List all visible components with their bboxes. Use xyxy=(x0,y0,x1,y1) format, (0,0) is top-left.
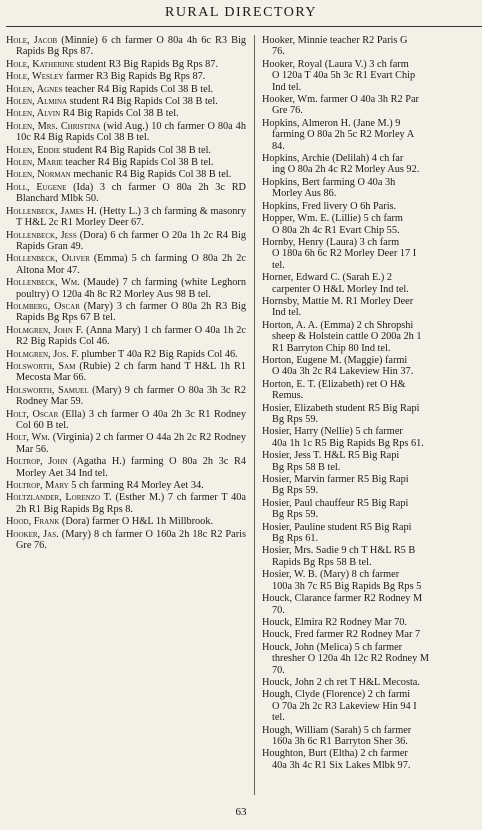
entry-name: Hollenbeck, Oliver xyxy=(6,253,90,265)
directory-entry xyxy=(6,169,246,180)
directory-entry-continuation: 84. xyxy=(272,140,285,152)
directory-entry xyxy=(6,361,246,384)
entry-details: (Mary) 3 ch farmer O 80a 2h R3 Big Rapids Bg Rps 67 B tel. xyxy=(16,300,246,324)
directory-entry xyxy=(6,59,246,70)
directory-entry-continuation: Morley Aus 86. xyxy=(272,188,337,200)
directory-entry-continuation: O 180a 6h 6c R2 Morley Deer 17 I xyxy=(272,248,417,260)
entry-details: (Mary) 9 ch farmer O 80a 3h 3c R2 Rodney Mar 59. xyxy=(16,384,246,408)
directory-entry: Houck, Clarance farmer R2 Rodney M xyxy=(262,593,423,605)
directory-entry xyxy=(6,253,246,276)
directory-entry xyxy=(6,277,246,300)
entry-details: student R3 Big Rapids Bg Rps 87. xyxy=(73,58,219,70)
directory-entry xyxy=(6,432,246,455)
directory-entry-continuation: Gre 76. xyxy=(272,105,303,117)
directory-entry xyxy=(6,145,246,156)
directory-entry-continuation: O 40a 3h 2c R4 Lakeview Hin 37. xyxy=(272,366,414,378)
entry-details: 5 ch farming R4 Morley Aet 34. xyxy=(68,480,204,492)
directory-entry: Houck, John 2 ch ret T H&L Mecosta. xyxy=(262,676,420,688)
directory-entry-continuation: Bg Rps 59. xyxy=(272,485,319,497)
right-column xyxy=(262,35,482,795)
page-title: RURAL DIRECTORY xyxy=(164,5,317,20)
directory-entry-continuation: O 80a 2h 4c R1 Evart Chip 55. xyxy=(272,224,400,236)
directory-entry xyxy=(6,71,246,82)
entry-name: Holsworth, Samuel xyxy=(6,384,89,396)
entry-details: plumber T 40a R2 Big Rapids Col 46. xyxy=(78,348,238,360)
directory-entry: Horner, Edward C. (Sarah E.) 2 xyxy=(262,272,392,284)
entry-details: (Hetty L.) 3 ch farming & masonry T H&L 2c R1 Morley Deer 67. xyxy=(16,205,246,229)
directory-entry: Hosier, Pauline student R5 Big Rapi xyxy=(262,521,412,533)
directory-entry: Hosier, Paul chauffeur R5 Big Rapi xyxy=(262,497,409,509)
entry-details: R4 Big Rapids Col 38 B tel. xyxy=(60,108,179,120)
directory-entry-continuation: 76. xyxy=(272,46,285,58)
entry-name: Hollenbeck, James H. xyxy=(6,205,97,217)
entry-details: (Emma) 5 ch farming O 80a 2h 2c Altona Mor 47. xyxy=(16,253,246,276)
entry-name: Hollenbeck, Wm. xyxy=(6,277,80,289)
directory-entry-continuation: tel. xyxy=(272,259,285,271)
directory-entry: Horton, E. T. (Elizabeth) ret O H& xyxy=(262,378,406,390)
entry-name: Holt, Wm. xyxy=(6,432,51,444)
entry-name: Holl, Eugene xyxy=(6,181,67,193)
entry-details: (Agatha H.) farming O 80a 2h 3c R4 Morley Aet 34 Ind tel. xyxy=(16,456,246,479)
entry-name: Hole, Jacob xyxy=(6,35,58,46)
entry-name: Holtrop, Mary xyxy=(6,480,69,492)
directory-entry xyxy=(6,349,246,360)
directory-entry: Houck, Elmira R2 Rodney Mar 70. xyxy=(262,616,407,628)
directory-entry-continuation: 40a 1h 1c R5 Big Rapids Bg Rps 61. xyxy=(272,437,424,449)
entry-name: Holen, Norman xyxy=(6,169,71,181)
directory-entry xyxy=(6,182,246,205)
directory-entry: Hosier, W. B. (Mary) 8 ch farmer xyxy=(262,569,400,581)
directory-entry-continuation: farming O 80a 2h 5c R2 Morley A xyxy=(272,129,415,141)
entry-name: Hooker, Jas. xyxy=(6,528,59,540)
entry-name: Holen, Eddie xyxy=(6,144,61,156)
directory-entry-continuation: 40a 3h 4c R1 Six Lakes Mlbk 97. xyxy=(272,759,411,771)
directory-entry-continuation: Rapids Bg Rps 58 B tel. xyxy=(272,556,372,568)
entry-details: student R4 Big Rapids Col 38 B tel. xyxy=(67,96,218,108)
directory-entry xyxy=(6,409,246,432)
directory-entry xyxy=(6,325,246,348)
directory-entry-continuation: 160a 3h 6c R1 Barryton Sher 36. xyxy=(272,735,408,747)
entry-details: (Ella) 3 ch farmer O 40a 2h 3c R1 Rodney Col 60 B tel. xyxy=(16,408,246,431)
entry-details: (Minnie) 6 ch farmer O 80a 4h 6c R3 Big Rapids Bg Rps 87. xyxy=(16,35,246,58)
page-number: 63 xyxy=(235,806,247,818)
entry-name: Holmgren, Jos. F. xyxy=(6,348,79,360)
directory-entry-continuation: Bg Rps 59. xyxy=(272,414,319,425)
directory-entry-continuation: Ind tel. xyxy=(272,81,302,93)
entry-details: (Mary) 8 ch farmer O 160a 2h 18c R2 Paris Gre 76. xyxy=(16,528,246,552)
entry-details: teacher R4 Big Rapids Col 38 B tel. xyxy=(62,157,214,169)
directory-entry: Hosier, Jess T. H&L R5 Big Rapi xyxy=(262,450,400,462)
directory-entry: Hooker, Minnie teacher R2 Paris G xyxy=(262,35,408,46)
directory-entry xyxy=(6,108,246,119)
directory-entry: Hough, Clyde (Florence) 2 ch farmi xyxy=(262,689,411,701)
directory-entry-continuation: O 70a 2h 2c R3 Lakeview Hin 94 I xyxy=(272,700,417,712)
directory-entry-continuation: 70. xyxy=(272,604,285,616)
directory-entry xyxy=(6,516,246,527)
entry-name: Holmgren, John F. xyxy=(6,324,84,336)
directory-entry-continuation: Bg Rps 58 B tel. xyxy=(272,461,341,473)
header-rule xyxy=(6,26,482,27)
entry-name: Hollenbeck, Jess xyxy=(6,229,77,241)
entry-details: (Ida) 3 ch farmer O 80a 2h 3c RD Blanchard Mlbk 50. xyxy=(16,181,246,205)
entry-details: (wid Aug.) 10 ch farmer O 80a 4h 10c R4 Big Rapids Col 38 B tel. xyxy=(16,120,246,144)
left-column xyxy=(6,35,246,795)
directory-entry xyxy=(6,529,246,552)
directory-entry: Hosier, Mrs. Sadie 9 ch T H&L R5 B xyxy=(262,545,416,557)
entry-details: teacher R4 Big Rapids Col 38 B tel. xyxy=(62,83,214,95)
directory-entry-continuation: Remus. xyxy=(272,390,304,402)
directory-entry xyxy=(6,480,246,491)
directory-entry-continuation: ing O 80a 2h 4c R2 Morley Aus 92. xyxy=(272,164,420,176)
entry-details: (Dora) farmer O H&L 1h Millbrook. xyxy=(59,516,214,528)
directory-entry-continuation: Bg Rps 61. xyxy=(272,533,319,545)
entry-details: (Virginia) 2 ch farmer O 44a 2h 2c R2 Rodney Mar 56. xyxy=(16,432,246,455)
directory-entry: Horton, Eugene M. (Maggie) farmi xyxy=(262,354,408,366)
directory-entry-continuation: Ind tel. xyxy=(272,307,302,319)
directory-entry xyxy=(6,96,246,107)
entry-name: Holen, Agnes xyxy=(6,83,63,95)
entry-name: Hood, Frank xyxy=(6,516,60,528)
directory-entry: Hopkins, Archie (Delilah) 4 ch far xyxy=(262,153,404,165)
directory-entry: Hosier, Elizabeth student R5 Big Rapi xyxy=(262,402,420,414)
directory-entry-continuation: carpenter O H&L Morley Ind tel. xyxy=(272,283,409,295)
directory-entry-continuation: sheep & Holstein cattle O 200a 2h 1 xyxy=(272,331,422,343)
entry-name: Holt, Oscar xyxy=(6,408,59,420)
entry-details: farmer R3 Big Rapids Bg Rps 87. xyxy=(63,71,206,83)
entry-name: Holen, Marie xyxy=(6,157,63,169)
entry-details: (Rubie) 2 ch farm hand T H&L 1h R1 Mecosta Mar 66. xyxy=(16,360,246,384)
directory-entry-continuation: R1 Barryton Chip 80 Ind tel. xyxy=(272,342,391,354)
entry-name: Holtzlander, Lorenzo T. xyxy=(6,492,112,504)
directory-entry-continuation: Bg Rps 59. xyxy=(272,509,319,521)
directory-entry-continuation: tel. xyxy=(272,712,285,724)
entry-name: Hole, Wesley xyxy=(6,71,64,83)
directory-entry xyxy=(6,35,246,58)
entry-name: Holen, Almina xyxy=(6,96,68,108)
directory-entry: Horton, A. A. (Emma) 2 ch Shropshi xyxy=(262,319,414,331)
directory-entry xyxy=(6,301,246,324)
directory-entry xyxy=(6,456,246,479)
directory-entry xyxy=(6,492,246,515)
directory-entry-continuation: thresher O 120a 4h 12c R2 Rodney M xyxy=(272,653,430,665)
column-divider xyxy=(254,35,255,795)
directory-entry: Houck, John (Melica) 5 ch farmer xyxy=(262,641,403,653)
entry-name: Holen, Alvin xyxy=(6,108,61,120)
directory-entry: Hopkins, Bert farming O 40a 3h xyxy=(262,176,396,188)
directory-entry-continuation: O 120a T 40a 5h 3c R1 Evart Chip xyxy=(272,70,416,82)
directory-entry: Hosier, Harry (Nellie) 5 ch farmer xyxy=(262,426,403,438)
directory-entry-continuation: 70. xyxy=(272,664,285,676)
directory-entry: Hornby, Henry (Laura) 3 ch farm xyxy=(262,236,400,248)
entry-details: mechanic R4 Big Rapids Col 38 B tel. xyxy=(70,169,232,181)
directory-entry: Hooker, Wm. farmer O 40a 3h R2 Par xyxy=(262,94,419,106)
directory-entry: Houghton, Burt (Eltha) 2 ch farmer xyxy=(262,748,408,760)
directory-entry: Hopper, Wm. E. (Lillie) 5 ch farm xyxy=(262,213,403,225)
directory-entry xyxy=(6,157,246,168)
directory-entry: Hopkins, Fred livery O 6h Paris. xyxy=(262,200,397,212)
entry-details: (Esther M.) 7 ch farmer T 40a 2h R1 Big Rapids Bg Rps 8. xyxy=(16,492,246,515)
directory-entry xyxy=(6,230,246,253)
directory-entry: Hornsby, Mattie M. R1 Morley Deer xyxy=(262,295,414,307)
entry-details: (Anna Mary) 1 ch farmer O 40a 1h 2c R2 Big Rapids Col 46. xyxy=(16,324,246,348)
entry-details: (Dora) 6 ch farmer O 20a 1h 2c R4 Big Rapids Gran 49. xyxy=(16,229,246,252)
directory-entry xyxy=(6,121,246,144)
entry-name: Holmberg, Oscar xyxy=(6,300,80,312)
directory-entry xyxy=(6,385,246,408)
directory-entry: Hooker, Royal (Laura V.) 3 ch farm xyxy=(262,58,409,70)
entry-name: Holsworth, Sam xyxy=(6,360,76,372)
directory-entry: Hosier, Marvin farmer R5 Big Rapi xyxy=(262,474,409,486)
directory-entry-continuation: 100a 3h 7c R5 Big Rapids Bg Rps 5 xyxy=(272,580,422,592)
entry-name: Holtrop, John xyxy=(6,456,68,468)
directory-entry: Hough, William (Sarah) 5 ch farmer xyxy=(262,724,412,736)
directory-entry: Hopkins, Almeron H. (Jane M.) 9 xyxy=(262,117,401,129)
entry-details: student R4 Big Rapids Col 38 B tel. xyxy=(60,144,212,156)
directory-entry xyxy=(6,206,246,229)
directory-entry: Houck, Fred farmer R2 Rodney Mar 7 xyxy=(262,629,421,641)
entry-name: Hole, Katherine xyxy=(6,58,74,70)
entry-details: (Maude) 7 ch farming (white Leghorn poultry) O 120a 4h 8c R2 Morley Aus 98 B tel. xyxy=(16,277,246,300)
directory-entry xyxy=(6,84,246,95)
entry-name: Holen, Mrs. Christina xyxy=(6,120,101,132)
